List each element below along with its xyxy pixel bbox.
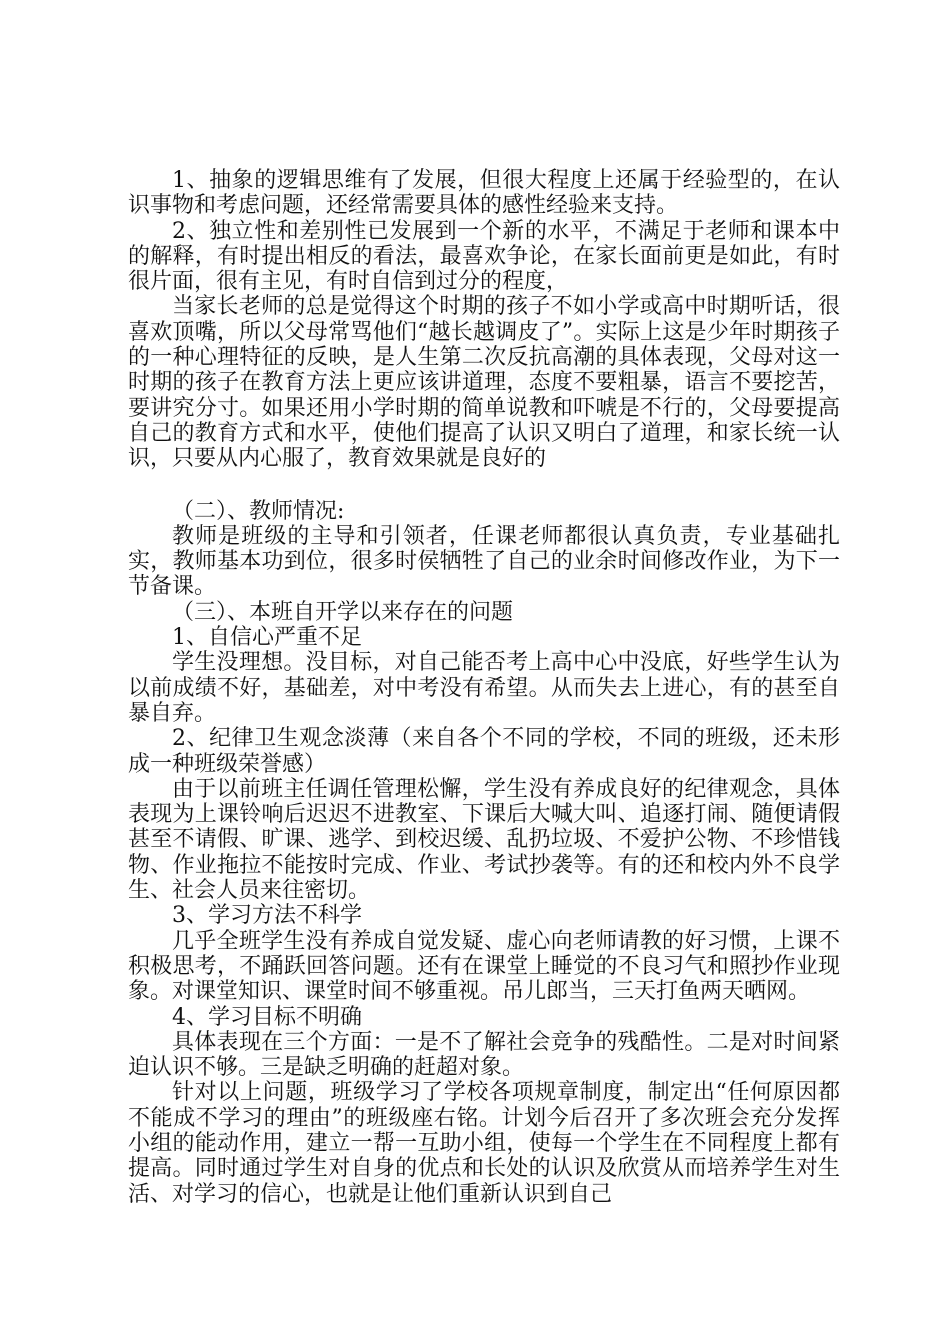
- subheading-study-goal: 4、学习目标不明确: [172, 1004, 362, 1030]
- paragraph-study-goal: 具体表现在三个方面：一是不了解社会竞争的残酷性。二是对时间紧迫认识不够。三是缺乏明确的赶超对象。: [128, 1029, 840, 1081]
- paragraph-teachers: 教师是班级的主导和引领者，任课老师都很认真负责，专业基础扎实，教师基本功到位，很多时侯牺牲了自己的业余时间修改作业，为下一节备课。: [128, 523, 840, 600]
- subheading-discipline: 2、纪律卫生观念淡薄（来自各个不同的学校，不同的班级，还未形成一种班级荣誉感）: [128, 726, 840, 777]
- paragraph-independence: 2、独立性和差别性已发展到一个新的水平，不满足于老师和课本中的解释，有时提出相反的看法，最喜欢争论，在家长面前更是如此，有时很片面，很有主见，有时自信到过分的程度，: [128, 218, 840, 295]
- subheading-confidence: 1、自信心严重不足: [172, 625, 362, 651]
- subheading-study-method: 3、学习方法不科学: [172, 903, 362, 929]
- document-page: [128, 168, 840, 1207]
- paragraph-measures: 针对以上问题，班级学习了学校各项规章制度，制定出“任何原因都不能成不学习的理由”的班级座右铭。计划今后召开了多次班会充分发挥小组的能动作用，建立一帮一互助小组，使每一个学生在不同程度上都有提高。同时通过学生对自身的优点和长处的认识及欣赏从而培养学生对生活、对学习的信心，也就是让他们重新认识到自己: [128, 1080, 840, 1207]
- paragraph-discipline: 由于以前班主任调任管理松懈，学生没有养成良好的纪律观念，具体表现为上课铃响后迟迟不进教室、下课后大喊大叫、追逐打闹、随便请假甚至不请假、旷课、逃学、到校迟缓、乱扔垃圾、不爱护公物、不珍惜钱物、作业拖拉不能按时完成、作业、考试抄袭等。有的还和校内外不良学生、社会人员来往密切。: [128, 776, 840, 904]
- section-heading-problems: （三）、本班自开学以来存在的问题: [172, 599, 514, 625]
- paragraph-confidence: 学生没理想。没目标，对自己能否考上高中心中没底，好些学生认为以前成绩不好，基础差，对中考没有希望。从而失去上进心，有的甚至自暴自弃。: [128, 650, 840, 726]
- paragraph-parents-teachers: 当家长老师的总是觉得这个时期的孩子不如小学或高中时期听话，很喜欢顶嘴，所以父母常骂他们“越长越调皮了”。实际上这是少年时期孩子的一种心理特征的反映，是人生第二次反抗高潮的具体表现，父母对这一时期的孩子在教育方法上更应该讲道理，态度不要粗暴，语言不要挖苦，要讲究分寸。如果还用小学时期的简单说教和吓唬是不行的，父母要提高自己的教育方式和水平，使他们提高了认识又明白了道理，和家长统一认识，只要从内心服了，教育效果就是良好的: [128, 294, 840, 472]
- paragraph-study-method: 几乎全班学生没有养成自觉发疑、虚心向老师请教的好习惯，上课不积极思考，不踊跃回答问题。还有在课堂上睡觉的不良习气和照抄作业现象。对课堂知识、课堂时间不够重视。吊儿郎当，三天打鱼两天晒网。: [128, 928, 840, 1005]
- paragraph-abstract-thinking: 1、抽象的逻辑思维有了发展，但很大程度上还属于经验型的，在认识事物和考虑问题，还经常需要具体的感性经验来支持。: [128, 168, 840, 219]
- section-heading-teachers: （二）、教师情况:: [172, 498, 345, 524]
